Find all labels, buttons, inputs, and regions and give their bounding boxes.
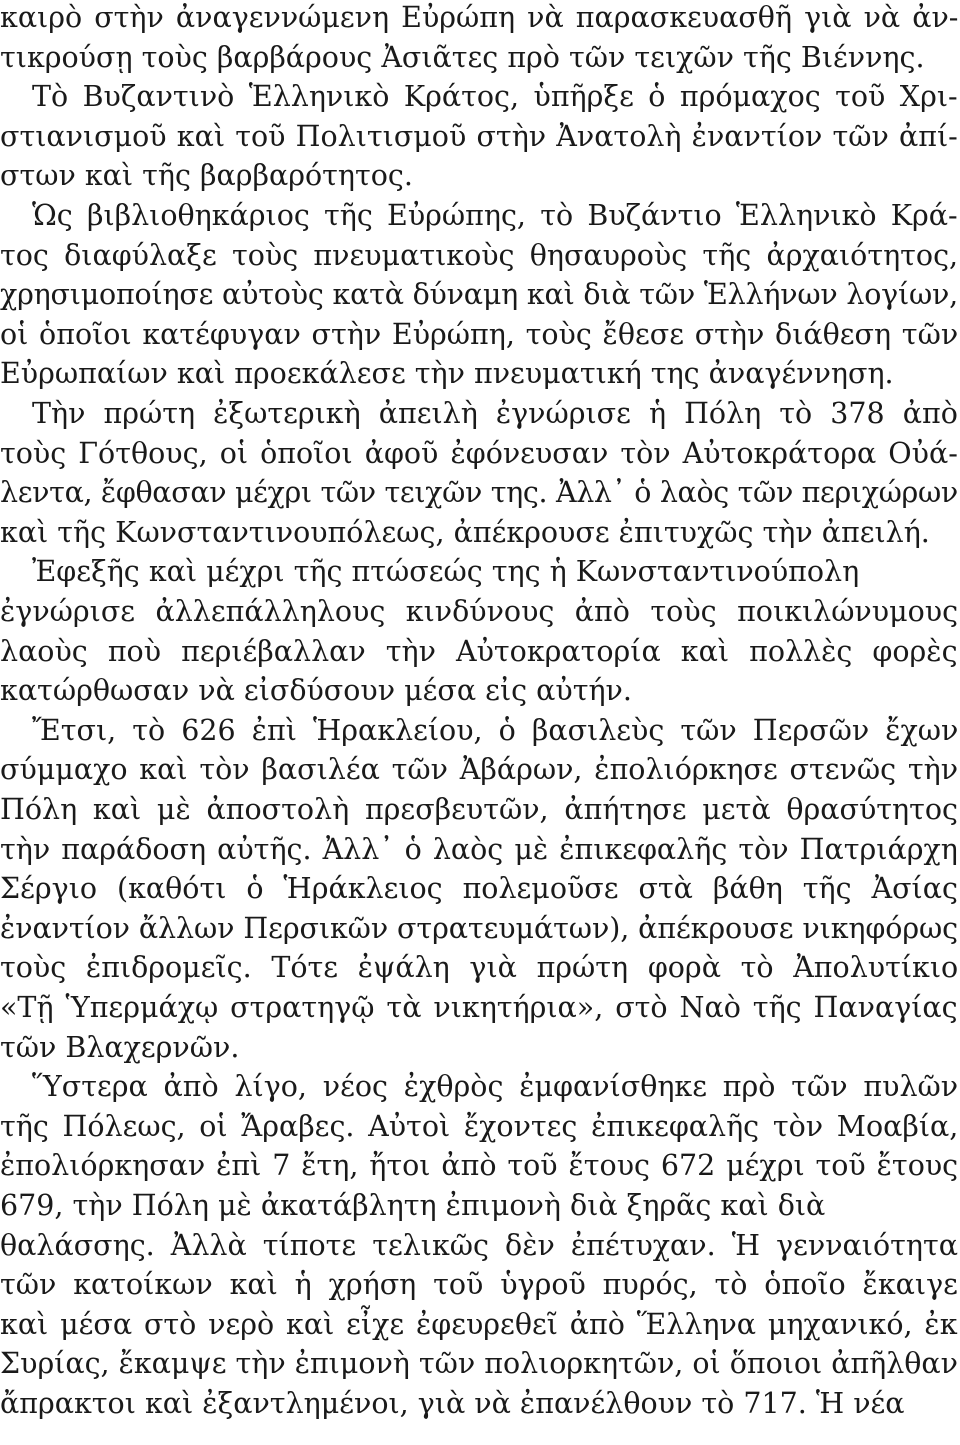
text-line: στιανισμοῦ καὶ τοῦ Πολιτισμοῦ στὴν Ἀνατολὴ ἐναντίον τῶν ἀπί- <box>0 119 958 153</box>
text-line: σύμμαχο καὶ τὸν βασιλέα τῶν Ἀβάρων, ἐπολιόρκησε στενῶς τὴν <box>0 753 959 787</box>
text-line: καὶ τῆς Κωνσταντινουπόλεως, ἀπέκρουσε ἐπιτυχῶς τὴν ἀπειλή. <box>0 515 930 549</box>
text-line: τῶν κατοίκων καὶ ἡ χρήση τοῦ ὑγροῦ πυρός, τὸ ὁποῖο ἔκαιγε <box>0 1268 958 1302</box>
text-line: τος διαφύλαξε τοὺς πνευματικοὺς θησαυροὺς τῆς ἀρχαιότητος, <box>0 238 959 272</box>
text-line: τῆς Πόλεως, οἱ Ἄραβες. Αὐτοὶ ἔχοντες ἐπικεφαλῆς τὸν Μοαβία, <box>0 1109 959 1143</box>
text-line: ἐναντίον ἄλλων Περσικῶν στρατευμάτων), ἀπέκρουσε νικηφόρως <box>0 911 959 945</box>
text-line: ἐπολιόρκησαν ἐπὶ 7 ἔτη, ἤτοι ἀπὸ τοῦ ἔτους 672 μέχρι τοῦ ἔτους <box>0 1149 959 1183</box>
text-line: στων καὶ τῆς βαρβαρότητος. <box>0 159 413 193</box>
text-line: λαοὺς ποὺ περιέβαλλαν τὴν Αὐτοκρατορία καὶ πολλὲς φορὲς <box>0 634 958 668</box>
text-line: τὴν παράδοση αὐτῆς. Ἀλλ᾽ ὁ λαὸς μὲ ἐπικεφαλῆς τὸν Πατριάρχη <box>0 832 958 866</box>
text-line: τοὺς ἐπιδρομεῖς. Τότε ἐψάλη γιὰ πρώτη φορὰ τὸ Ἀπολυτίκιο <box>0 951 959 985</box>
text-line: «Τῇ Ὑπερμάχῳ στρατηγῷ τὰ νικητήρια», στὸ Ναὸ τῆς Παναγίας <box>0 991 958 1024</box>
text-line: Ὡς βιβλιοθηκάριος τῆς Εὐρώπης, τὸ Βυζάντιο Ἑλληνικὸ Κρά- <box>32 199 958 232</box>
text-line: καιρὸ στὴν ἀναγεννώμενη Εὐρώπη νὰ παρασκευασθῆ γιὰ νὰ ἀν- <box>0 1 959 34</box>
text-line: θαλάσσης. Ἀλλὰ τίποτε τελικῶς δὲν ἐπέτυχαν. Ἡ γενναιότητα <box>0 1228 958 1262</box>
text-line: Εὐρωπαίων καὶ προεκάλεσε τὴν πνευματική της ἀναγέννηση. <box>0 357 894 391</box>
text-line: ἄπρακτοι καὶ ἐξαντλημένοι, γιὰ νὰ ἐπανέλθουν τὸ 717. Ἡ νέα <box>0 1387 905 1420</box>
text-line: Ἔτσι, τὸ 626 ἐπὶ Ἡρακλείου, ὁ βασιλεὺς τῶν Περσῶν ἔχων <box>32 713 959 747</box>
text-line: τικρούσῃ τοὺς βαρβάρους Ἀσιᾶτες πρὸ τῶν τειχῶν τῆς Βιέννης. <box>0 40 925 74</box>
text-line: Πόλη καὶ μὲ ἀποστολὴ πρεσβευτῶν, ἀπήτησε μετὰ θρασύτητος <box>0 793 959 826</box>
text-line: Ὕστερα ἀπὸ λίγο, νέος ἐχθρὸς ἐμφανίσθηκε πρὸ τῶν πυλῶν <box>32 1070 959 1104</box>
text-line: ἐγνώρισε ἀλλεπάλληλους κινδύνους ἀπὸ τοὺς ποικιλώνυμους <box>0 595 959 628</box>
text-line: οἱ ὁποῖοι κατέφυγαν στὴν Εὐρώπη, τοὺς ἔθεσε στὴν διάθεση τῶν <box>0 317 959 351</box>
text-line: κατώρθωσαν νὰ εἰσδύσουν μέσα εἰς αὐτήν. <box>0 674 632 708</box>
text-line: τῶν Βλαχερνῶν. <box>0 1030 240 1064</box>
text-line: Συρίας, ἔκαμψε τὴν ἐπιμονὴ τῶν πολιορκητῶν, οἱ ὅποιοι ἀπῆλθαν <box>0 1347 958 1381</box>
text-line: λεντα, ἔφθασαν μέχρι τῶν τειχῶν της. Ἀλλ᾽ ὁ λαὸς τῶν περιχώρων <box>0 476 958 510</box>
text-line: Σέργιο (καθότι ὁ Ἡράκλειος πολεμοῦσε στὰ βάθη τῆς Ἀσίας <box>0 872 958 906</box>
text-line: καὶ μέσα στὸ νερὸ καὶ εἶχε ἐφευρεθεῖ ἀπὸ Ἕλληνα μηχανικό, ἐκ <box>0 1307 958 1341</box>
text-line: 679, τὴν Πόλη μὲ ἀκατάβλητη ἐπιμονὴ διὰ ξηρᾶς καὶ διὰ <box>0 1189 826 1222</box>
text-line: χρησιμοποίησε αὐτοὺς κατὰ δύναμη καὶ διὰ τῶν Ἑλλήνων λογίων, <box>0 278 959 312</box>
text-line: τοὺς Γότθους, οἱ ὁποῖοι ἀφοῦ ἐφόνευσαν τὸν Αὐτοκράτορα Οὐά- <box>0 436 958 470</box>
text-line: Τὴν πρώτη ἐξωτερικὴ ἀπειλὴ ἐγνώρισε ἡ Πόλη τὸ 378 ἀπὸ <box>32 397 958 430</box>
text-line: Ἐφεξῆς καὶ μέχρι τῆς πτώσεώς της ἡ Κωνσταντινούπολη <box>32 555 860 589</box>
text-line: Τὸ Βυζαντινὸ Ἑλληνικὸ Κράτος, ὑπῆρξε ὁ πρόμαχος τοῦ Χρι- <box>32 80 958 114</box>
